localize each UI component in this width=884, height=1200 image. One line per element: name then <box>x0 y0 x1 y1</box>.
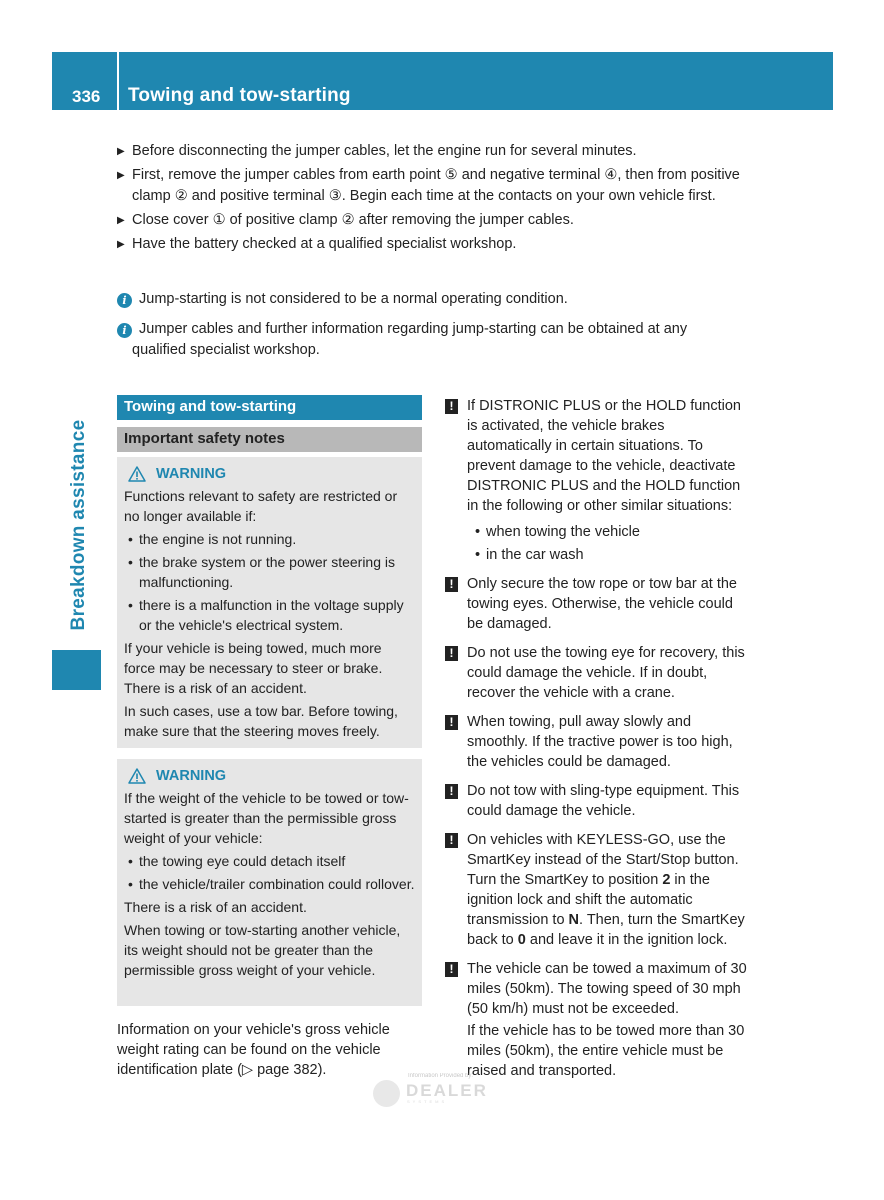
notice-bullet: • when towing the vehicle <box>475 524 640 540</box>
exclamation-box-icon: ! <box>445 784 458 799</box>
notice-text: Do not tow with sling-type equipment. This could damage the vehicle. <box>467 783 740 819</box>
step-text: Have the battery checked at a qualified specialist workshop. <box>132 236 517 252</box>
page-number: 336 <box>72 87 101 106</box>
warning-paragraph: When towing or tow-starting another vehicle, its weight should not be greater than the permissible gross weight of your vehicle. <box>124 922 401 978</box>
exclamation-box-icon: ! <box>445 715 458 730</box>
watermark-subtext: SYSTEMS <box>407 1099 448 1104</box>
section-heading: Towing and tow-starting <box>117 395 422 420</box>
notice-bullet-text: when towing the vehicle <box>486 524 640 540</box>
instruction-step <box>117 234 747 255</box>
step-text: Close cover ① of positive clamp ② after removing the jumper cables. <box>132 212 574 228</box>
notice-text-part: in the ignition lock and shift the automatic transmission to <box>467 872 710 928</box>
instruction-steps <box>117 141 747 258</box>
info-note <box>117 319 757 361</box>
notice-bold-value: 0 <box>517 932 526 948</box>
notice-bullet: • in the car wash <box>475 547 584 563</box>
exclamation-box-icon: ! <box>445 646 458 661</box>
instruction-step <box>117 165 747 207</box>
warning-triangle-icon <box>128 768 146 784</box>
notice-text: If DISTRONIC PLUS or the HOLD function is activated, the vehicle brakes automatically in certain situations. To prevent damage to the vehicle, deactivate DISTRONIC PLUS and the HOLD function in the following or other similar situations: <box>467 398 741 514</box>
warning-paragraph: In such cases, use a tow bar. Before towing, make sure that the steering moves freely. <box>124 703 398 739</box>
notice-bold-value: 2 <box>662 872 671 888</box>
warning-bullet: • the towing eye could detach itself <box>128 853 346 869</box>
warning-title-text: WARNING <box>156 768 227 784</box>
step-text: First, remove the jumper cables from earth point ⑤ and negative terminal ④, then from positive clamp ② and positive terminal ③. Begin each time at the contacts on your own vehicle first. <box>132 167 740 204</box>
warning-box <box>117 457 422 748</box>
info-text: Jump-starting is not considered to be a normal operating condition. <box>139 291 568 307</box>
notice-column <box>445 396 750 1090</box>
page-title: Towing and tow-starting <box>128 85 351 106</box>
notice-text: If the vehicle has to be towed more than 30 miles (50km), the entire vehicle must be raised and transported. <box>467 1023 745 1079</box>
info-text: Jumper cables and further information regarding jump-starting can be obtained at any <box>139 321 688 337</box>
exclamation-box-icon: ! <box>445 577 458 592</box>
warning-bullet-text: the towing eye could detach itself <box>139 853 346 869</box>
watermark-logo-icon <box>373 1080 400 1107</box>
warning-intro: If the weight of the vehicle to be towed or tow-started is greater than the permissible gross weight of your vehicle: <box>124 790 409 846</box>
warning-paragraph: There is a risk of an accident. <box>124 899 307 915</box>
notice <box>445 781 750 821</box>
notice-bold-value: N <box>568 912 580 928</box>
warning-bullet: • the engine is not running. <box>128 531 297 547</box>
info-circle-icon: i <box>117 323 132 338</box>
notice-text: Do not use the towing eye for recovery, this could damage the vehicle. If in doubt, recover the vehicle with a crane. <box>467 645 745 701</box>
dealer-watermark <box>373 1073 508 1108</box>
exclamation-box-icon: ! <box>445 399 458 414</box>
instruction-step <box>117 210 747 231</box>
warning-bullet: • the vehicle/trailer combination could rollover. <box>128 876 415 892</box>
warning-bullet: • there is a malfunction in the voltage supply or the vehicle's electrical system. <box>128 597 404 633</box>
triangle-right-icon: ▶ <box>117 170 125 181</box>
notice-text-part: . Then, turn the SmartKey back to <box>467 912 745 948</box>
instruction-step <box>117 141 747 162</box>
header-divider <box>117 52 119 110</box>
warning-bullet: • the brake system or the power steering is malfunctioning. <box>128 554 396 590</box>
step-text: Before disconnecting the jumper cables, let the engine run for several minutes. <box>132 143 637 159</box>
notice-text: The vehicle can be towed a maximum of 30 miles (50km). The towing speed of 30 mph (50 km/h) must not be exceeded. <box>467 961 747 1017</box>
notice-bullet-text: in the car wash <box>486 547 584 563</box>
warning-title-text: WARNING <box>156 466 227 482</box>
notice <box>445 574 750 634</box>
notice-bullets <box>462 522 750 565</box>
warning-intro: Functions relevant to safety are restricted or no longer available if: <box>124 488 398 524</box>
gross-weight-note: Information on your vehicle's gross vehicle weight rating can be found on the vehicle identification plate (▷ page 382). <box>117 1022 390 1078</box>
triangle-right-icon: ▶ <box>117 239 125 250</box>
warning-bullet-text: the engine is not running. <box>139 531 297 547</box>
warning-title <box>128 464 415 484</box>
warning-box <box>117 759 422 1006</box>
side-tab-label: Breakdown assistance <box>68 419 89 631</box>
exclamation-box-icon: ! <box>445 962 458 977</box>
notice-text: When towing, pull away slowly and smoothly. If the tractive power is too high, the vehicles could be damaged. <box>467 714 733 770</box>
notice <box>445 830 750 950</box>
notice <box>445 643 750 703</box>
warning-bullet-text: the vehicle/trailer combination could rollover. <box>139 876 415 892</box>
watermark-caption: Information Provided by: <box>408 1073 474 1079</box>
exclamation-box-icon: ! <box>445 833 458 848</box>
notice-text <box>458 830 750 950</box>
warning-title <box>128 766 415 786</box>
info-text-continued: qualified specialist workshop. <box>132 342 320 358</box>
notice <box>445 959 750 1081</box>
notice-text-part: On vehicles with KEYLESS-GO, use the SmartKey instead of the Start/Stop button. Turn the SmartKey to position <box>467 832 739 888</box>
notice-text-part: and leave it in the ignition lock. <box>525 932 728 948</box>
side-tab-marker <box>52 650 101 690</box>
watermark-logo-text: DEALER <box>406 1081 488 1100</box>
info-circle-icon: i <box>117 293 132 308</box>
warning-triangle-icon <box>128 466 146 482</box>
warning-paragraph: If your vehicle is being towed, much more force may be necessary to steer or brake. There is a risk of an accident. <box>124 640 383 696</box>
warning-bullet-text: there is a malfunction in the voltage supply or the vehicle's electrical system. <box>139 597 404 633</box>
triangle-right-icon: ▶ <box>117 215 125 226</box>
info-note <box>117 289 757 310</box>
notice <box>445 396 750 565</box>
notice-text: Only secure the tow rope or tow bar at the towing eyes. Otherwise, the vehicle could be damaged. <box>467 576 737 632</box>
subsection-heading: Important safety notes <box>117 427 422 452</box>
notice <box>445 712 750 772</box>
triangle-right-icon: ▶ <box>117 146 125 157</box>
warning-bullet-text: the brake system or the power steering is malfunctioning. <box>139 554 396 590</box>
